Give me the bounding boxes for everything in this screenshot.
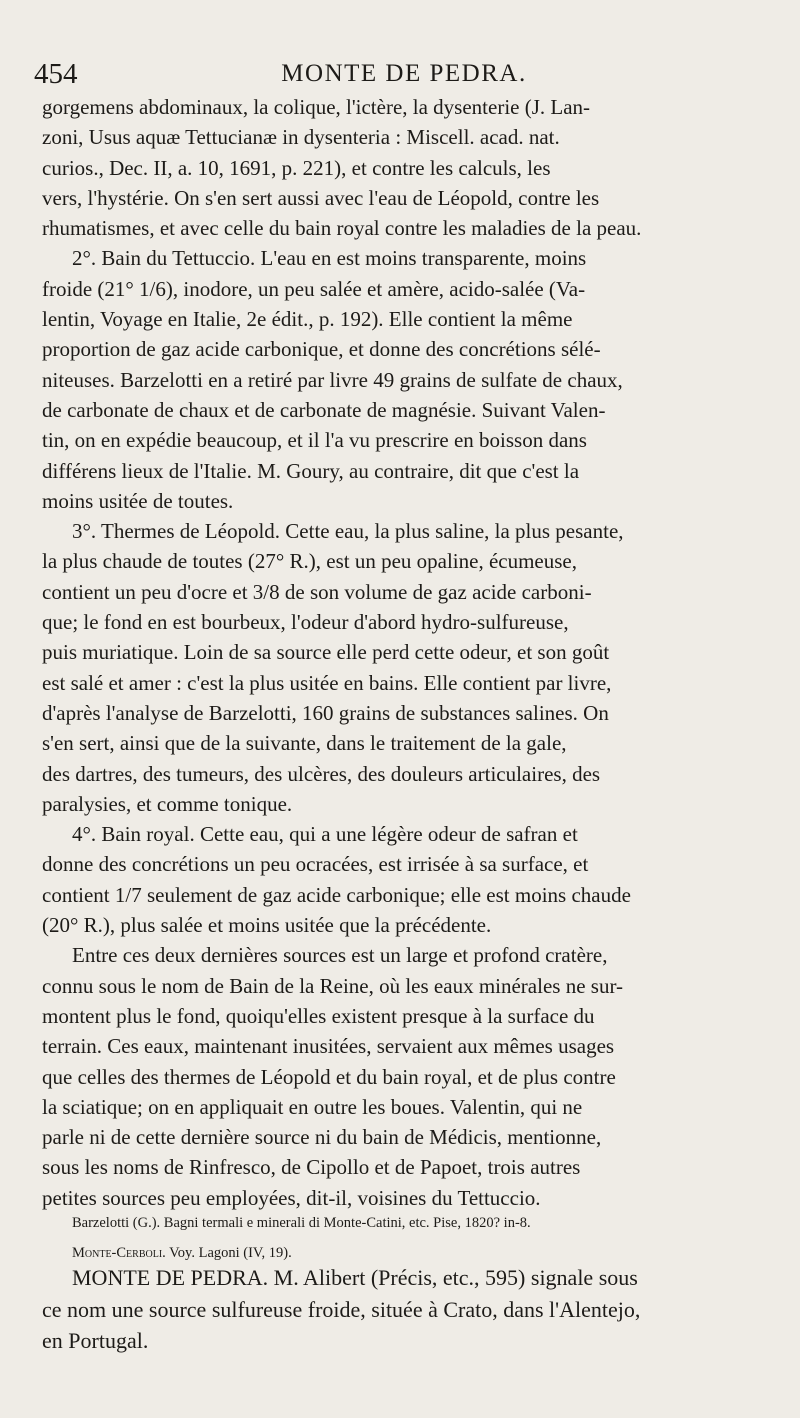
text-line: puis muriatique. Loin de sa source elle perd cette odeur, et son goût bbox=[42, 640, 610, 665]
text-line: niteuses. Barzelotti en a retiré par livre 49 grains de sulfate de chaux, bbox=[42, 367, 623, 392]
running-title: MONTE DE PEDRA. bbox=[281, 60, 527, 87]
text-line: petites sources peu employées, dit-il, voisines du Tettuccio. bbox=[42, 1185, 541, 1210]
text-line: différens lieux de l'Italie. M. Goury, au contraire, dit que c'est la bbox=[42, 458, 580, 483]
text-line: connu sous le nom de Bain de la Reine, où les eaux minérales ne sur- bbox=[42, 973, 624, 998]
text-line: parle ni de cette dernière source ni du bain de Médicis, mentionne, bbox=[42, 1125, 602, 1150]
text-line: proportion de gaz acide carbonique, et donne des concrétions sélé- bbox=[42, 337, 601, 362]
text-line: 3°. Thermes de Léopold. Cette eau, la plus saline, la plus pesante, bbox=[72, 519, 624, 544]
text-line: Entre ces deux dernières sources est un large et profond cratère, bbox=[72, 943, 608, 968]
text-line: zoni, Usus aquæ Tettucianæ in dysenteria : Miscell. acad. nat. bbox=[42, 125, 560, 150]
text-line: 4°. Bain royal. Cette eau, qui a une légère odeur de safran et bbox=[72, 822, 578, 847]
text-line: donne des concrétions un peu ocracées, est irrisée à sa surface, et bbox=[42, 852, 589, 877]
entry-line: ce nom une source sulfureuse froide, située à Crato, dans l'Alentejo, bbox=[42, 1296, 641, 1322]
entry-line: MONTE DE PEDRA. M. Alibert (Précis, etc., 595) signale sous bbox=[72, 1265, 638, 1290]
text-line: la sciatique; on en appliquait en outre les boues. Valentin, qui ne bbox=[42, 1094, 583, 1119]
text-line: lentin, Voyage en Italie, 2e édit., p. 192). Elle contient la même bbox=[42, 307, 573, 332]
text-line: vers, l'hystérie. On s'en sert aussi avec l'eau de Léopold, contre les bbox=[42, 185, 600, 210]
text-line: contient un peu d'ocre et 3/8 de son volume de gaz acide carboni- bbox=[42, 579, 592, 604]
text-line: d'après l'analyse de Barzelotti, 160 grains de substances salines. On bbox=[42, 700, 609, 725]
dictionary-entry bbox=[42, 1262, 782, 1357]
text-line: contient 1/7 seulement de gaz acide carbonique; elle est moins chaude bbox=[42, 882, 631, 907]
page-number: 454 bbox=[34, 58, 78, 90]
text-line: 2°. Bain du Tettuccio. L'eau en est moins transparente, moins bbox=[72, 246, 587, 271]
text-line: que celles des thermes de Léopold et du bain royal, et de plus contre bbox=[42, 1064, 616, 1089]
text-line: paralysies, et comme tonique. bbox=[42, 791, 293, 816]
text-line: froide (21° 1/6), inodore, un peu salée et amère, acido-salée (Va- bbox=[42, 276, 586, 301]
text-line: (20° R.), plus salée et moins usitée que la précédente. bbox=[42, 913, 492, 938]
cross-reference-target: Voy. Lagoni (IV, 19). bbox=[169, 1245, 292, 1261]
text-line: la plus chaude de toutes (27° R.), est un peu opaline, écumeuse, bbox=[42, 549, 577, 574]
text-line: terrain. Ces eaux, maintenant inusitées, servaient aux mêmes usages bbox=[42, 1034, 615, 1059]
bibliography-reference: Barzelotti (G.). Bagni termali e minerali di Monte-Catini, etc. Pise, 1820? in-8. bbox=[72, 1215, 531, 1231]
text-line: montent plus le fond, quoiqu'elles existent presque à la surface du bbox=[42, 1003, 595, 1028]
cross-reference-head: Monte-Cerboli. bbox=[72, 1245, 166, 1261]
text-line: de carbonate de chaux et de carbonate de magnésie. Suivant Valen- bbox=[42, 397, 606, 422]
text-line: est salé et amer : c'est la plus usitée en bains. Elle contient par livre, bbox=[42, 670, 612, 695]
page-header bbox=[34, 58, 774, 94]
text-line: s'en sert, ainsi que de la suivante, dans le traitement de la gale, bbox=[42, 731, 567, 756]
references bbox=[42, 1208, 764, 1268]
text-line: des dartres, des tumeurs, des ulcères, des douleurs articulaires, des bbox=[42, 761, 601, 786]
text-line: gorgemens abdominaux, la colique, l'ictère, la dysenterie (J. Lan- bbox=[42, 95, 591, 119]
text-line: tin, on en expédie beaucoup, et il l'a vu prescrire en boisson dans bbox=[42, 428, 587, 453]
text-line: que; le fond en est bourbeux, l'odeur d'abord hydro-sulfureuse, bbox=[42, 610, 569, 635]
text-line: sous les noms de Rinfresco, de Cipollo et de Papoet, trois autres bbox=[42, 1155, 581, 1180]
text-line: rhumatismes, et avec celle du bain royal contre les maladies de la peau. bbox=[42, 216, 642, 241]
text-line: curios., Dec. II, a. 10, 1691, p. 221), et contre les calculs, les bbox=[42, 155, 551, 180]
entry-line: en Portugal. bbox=[42, 1328, 149, 1353]
text-line: moins usitée de toutes. bbox=[42, 488, 234, 513]
body-text bbox=[42, 92, 764, 1213]
